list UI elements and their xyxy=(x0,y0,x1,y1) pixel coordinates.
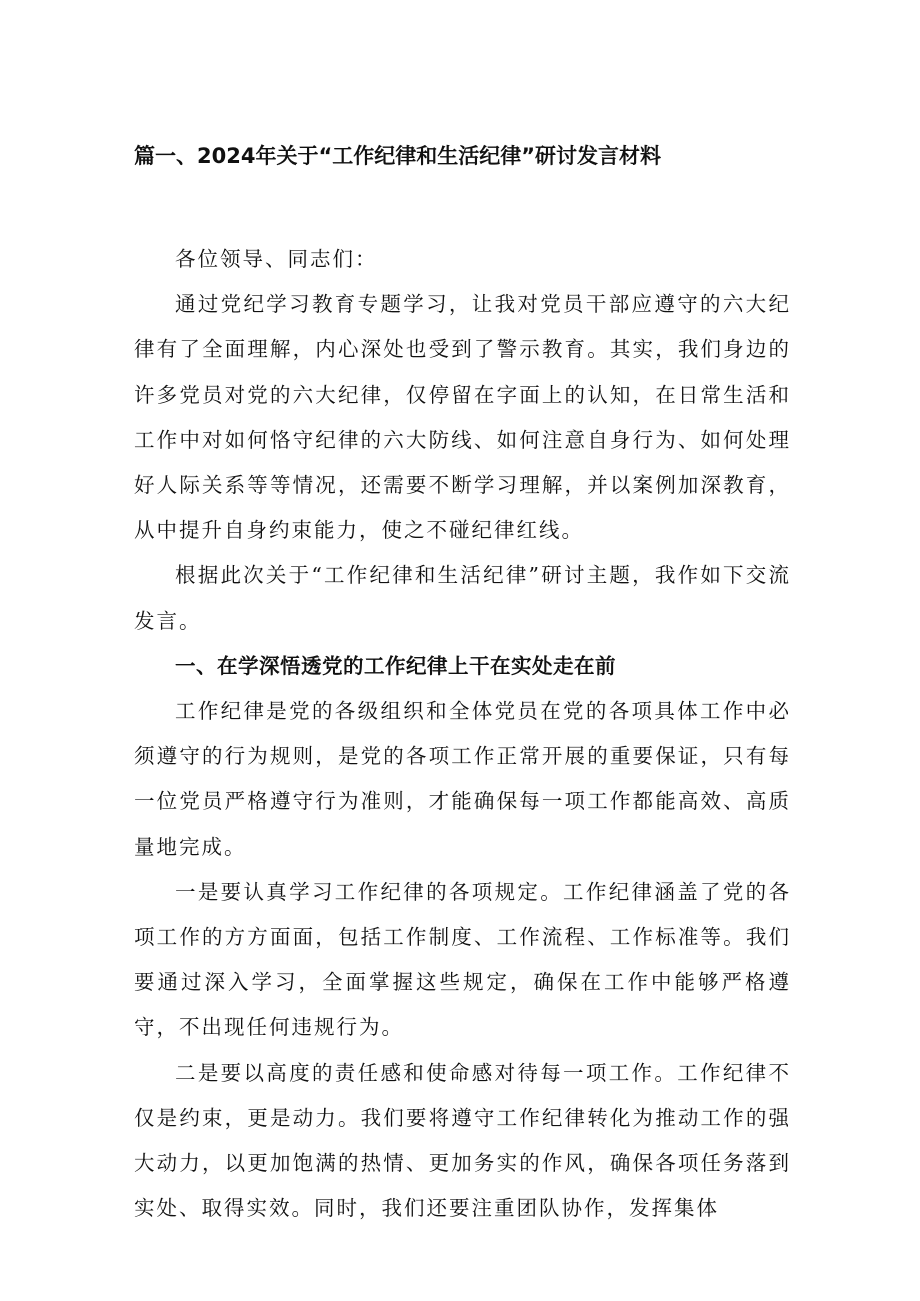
topic-paragraph: 根据此次关于“工作纪律和生活纪律”研讨主题，我作如下交流发言。 xyxy=(134,563,791,633)
section-paragraph: 二是要以高度的责任感和使命感对待每一项工作。工作纪律不仅是约束，更是动力。我们要将遵守工作纪律转化为推动工作的强大动力，以更加饱满的热情、更加务实的作风，确保各项任务落到实处、取得实效。同时，我们还要注重团队协作，发挥集体 xyxy=(134,1060,791,1221)
document-body xyxy=(134,237,791,1231)
section-paragraph: 一是要认真学习工作纪律的各项规定。工作纪律涵盖了党的各项工作的方方面面，包括工作制度、工作流程、工作标准等。我们要通过深入学习，全面掌握这些规定，确保在工作中能够严格遵守，不出现任何违规行为。 xyxy=(134,879,791,1040)
section-paragraph: 工作纪律是党的各级组织和全体党员在党的各项具体工作中必须遵守的行为规则，是党的各项工作正常开展的重要保证，只有每一位党员严格遵守行为准则，才能确保每一项工作都能高效、高质量地完成。 xyxy=(134,699,791,859)
salutation: 各位领导、同志们： xyxy=(175,247,378,271)
document-title: 篇一、2024年关于“工作纪律和生活纪律”研讨发言材料 xyxy=(134,144,662,168)
intro-paragraph: 通过党纪学习教育专题学习，让我对党员干部应遵守的六大纪律有了全面理解，内心深处也受到了警示教育。其实，我们身边的许多党员对党的六大纪律，仅停留在字面上的认知，在日常生活和工作中对如何恪守纪律的六大防线、如何注意自身行为、如何处理好人际关系等等情况，还需要不断学习理解，并以案例加深教育，从中提升自身约束能力，使之不碰纪律红线。 xyxy=(134,292,791,543)
section-heading: 一、在学深悟透党的工作纪律上干在实处走在前 xyxy=(175,653,616,678)
